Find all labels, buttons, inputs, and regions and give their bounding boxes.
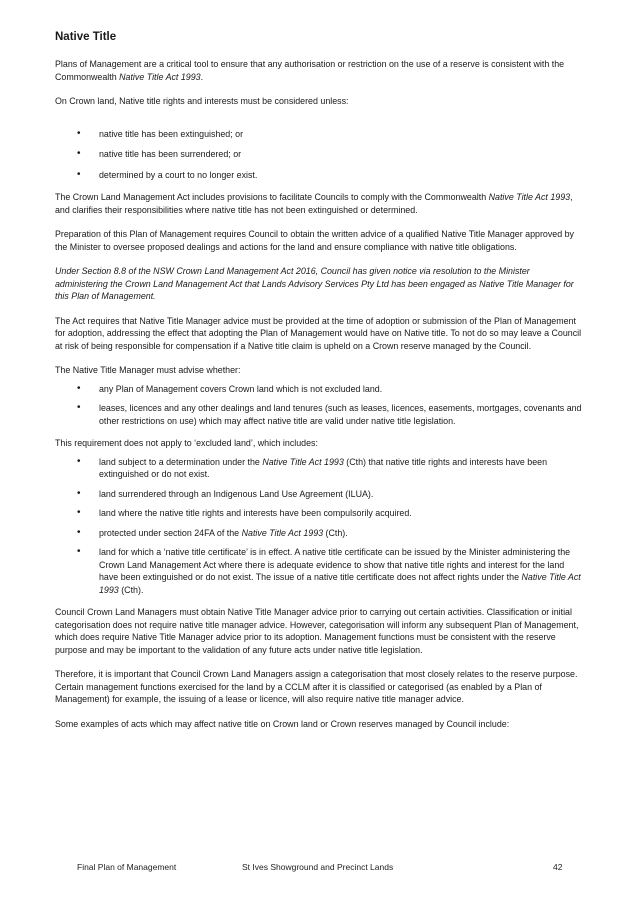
text-run: (Cth). [323,527,348,538]
text-run: Plans of Management are a critical tool to ensure that any authorisation or restriction on the use of a reserve is consistent with the Commonwealth [55,59,565,82]
paragraph-plans-of-management [55,58,583,83]
list-item [55,456,583,481]
text-run: The Crown Land Management Act includes provisions to facilitate Councils to comply with the Commonwealth [55,192,489,202]
paragraph-manager-must-advise: The Native Title Manager must advise whether: [55,365,241,375]
act-title: Native Title Act 1993 [99,572,581,595]
list-item: • leases, licences and any other dealings and land tenures (such as leases, licences, easements, mortgages, covenants and other restrictions on use) which may affect native title are valid under native title legislation. [55,402,583,427]
list-item: • determined by a court to no longer exist. [55,169,583,182]
footer-document-title: Final Plan of Management [77,862,177,872]
paragraph-written-advice: Preparation of this Plan of Management requires Council to obtain the written advice of a qualified Native Title Manager approved by the Minister to oversee proposed dealings and actions for the land and ensure compliance with native title obligations. [55,229,574,252]
list-item: • native title has been surrendered; or [55,148,583,161]
paragraph-excluded-land: This requirement does not apply to ‘excluded land’, which includes: [55,438,318,448]
paragraph-council-managers: Council Crown Land Managers must obtain Native Title Manager advice prior to carrying out certain activities. Classification or initial categorisation does not require native title manager advice. However, categorisation will inform any subsequent Plan of Management, which does require Native Title Manager advice prior to its adoption. Management functions must be consistent with the reserve purpose and may be important to the validation of any future acts under native title legislation. [55,607,579,655]
act-title: Native Title Act 1993 [262,456,344,467]
text-run: . [200,71,204,82]
text-run: (Cth) that native title rights and interests have been extinguished or do not exist. [99,456,548,479]
list-item [55,546,583,596]
paragraph-examples: Some examples of acts which may affect native title on Crown land or Crown reserves managed by Council include: [55,718,510,729]
paragraph-crown-land-intro: On Crown land, Native title rights and interests must be considered unless: [55,96,349,106]
footer-site-name: St Ives Showground and Precinct Lands [242,862,394,872]
text-run: protected under section 24FA of the [99,527,242,538]
page-content [55,30,583,742]
list-item: • native title has been extinguished; or [55,128,583,141]
text-run: land subject to a determination under the [99,456,263,467]
text-run: , and clarifies their responsibilities where native title has not been extinguished or determined. [55,192,573,215]
list-item: • any Plan of Management covers Crown land which is not excluded land. [55,383,583,396]
act-title: Native Title Act 1993 [241,527,324,538]
act-title: Native Title Act 1993 [119,71,201,82]
native-title-conditions-list [55,128,583,182]
page-number: 42 [553,862,563,872]
text-run: (Cth). [118,584,144,595]
paragraph-section-8-8: Under Section 8.8 of the NSW Crown Land Management Act 2016, Council has given notice via resolution to the Minister administering the Crown Land Management Act that Lands Advisory Services Pty Ltd has been engaged as Native Title Manager for this Plan of Management. [55,266,574,301]
section-heading: Native Title [55,31,117,43]
list-item: • land surrendered through an Indigenous Land Use Agreement (ILUA). [55,488,583,501]
paragraph-categorisation: Therefore, it is important that Council Crown Land Managers assign a categorisation that most closely relates to the reserve purpose. Certain management functions exercised for the land by a CCLM after it is classified or categorised (as enabled by a Plan of Management) for example, the issuing of a lease or licence, will also require native title manager advice. [55,669,578,704]
paragraph-crown-land-management-act [55,191,583,216]
act-title: Native Title Act 1993 [488,192,571,202]
manager-advice-list [55,383,583,428]
paragraph-act-requirements: The Act requires that Native Title Manager advice must be provided at the time of adoption or submission of the Plan of Management for adoption, addressing the effect that adopting the Plan of Management would have on Native title. To not do so may leave a Council at risk of being responsible for compensation if a Native title claim is upheld on a Crown reserve managed by the Council. [55,315,582,351]
text-run: land for which a ‘native title certificate’ is in effect. A native title certificate can be issued by the Minister administering the Crown Land Management Act where there is adequate evidence to show that native title rights and interest for the land have been extinguished or do not exist. The issue of a native title certificate does not affect rights under the [99,547,571,582]
excluded-land-list [55,456,583,597]
list-item: • land where the native title rights and interests have been compulsorily acquired. [55,507,583,520]
list-item [55,527,583,540]
